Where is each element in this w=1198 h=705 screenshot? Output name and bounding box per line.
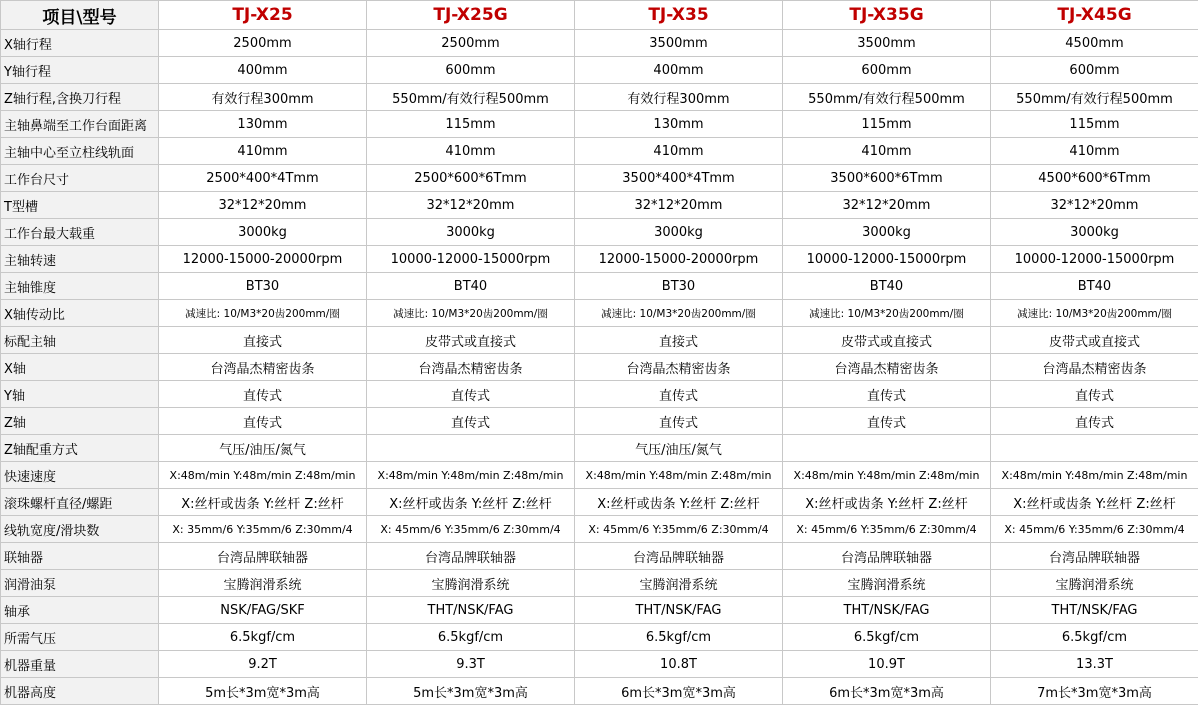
table-cell: 有效行程300mm: [159, 84, 367, 111]
table-cell: 3500*400*4Tmm: [575, 165, 783, 192]
table-cell: X:丝杆或齿条 Y:丝杆 Z:丝杆: [367, 489, 575, 516]
table-cell: 6.5kgf/cm: [367, 624, 575, 651]
table-cell: 32*12*20mm: [783, 192, 991, 219]
table-row: [1, 489, 1198, 516]
header-corner-cell: 项目\型号: [1, 1, 159, 30]
row-label: 机器重量: [1, 651, 159, 678]
table-cell: X:48m/min Y:48m/min Z:48m/min: [367, 462, 575, 489]
table-cell: 6.5kgf/cm: [575, 624, 783, 651]
table-cell: 400mm: [575, 57, 783, 84]
table-cell: 10.9T: [783, 651, 991, 678]
table-cell: 3000kg: [575, 219, 783, 246]
table-cell: 台湾品牌联轴器: [159, 543, 367, 570]
table-cell: 直传式: [575, 408, 783, 435]
table-cell: 32*12*20mm: [575, 192, 783, 219]
table-cell: 皮带式或直接式: [991, 327, 1198, 354]
table-cell: 减速比: 10/M3*20齿200mm/圈: [575, 300, 783, 327]
row-label: T型槽: [1, 192, 159, 219]
table-row: [1, 84, 1198, 111]
table-cell: BT40: [367, 273, 575, 300]
row-label: Z轴配重方式: [1, 435, 159, 462]
row-label: 轴承: [1, 597, 159, 624]
table-row: [1, 543, 1198, 570]
table-cell: 台湾品牌联轴器: [991, 543, 1198, 570]
table-cell: 2500*400*4Tmm: [159, 165, 367, 192]
table-cell: 12000-15000-20000rpm: [575, 246, 783, 273]
table-cell: X:48m/min Y:48m/min Z:48m/min: [991, 462, 1198, 489]
table-cell: 减速比: 10/M3*20齿200mm/圈: [159, 300, 367, 327]
table-cell: [783, 435, 991, 462]
table-cell: 2500*600*6Tmm: [367, 165, 575, 192]
table-cell: 600mm: [783, 57, 991, 84]
table-cell: 减速比: 10/M3*20齿200mm/圈: [783, 300, 991, 327]
table-cell: 直传式: [575, 381, 783, 408]
table-row: [1, 138, 1198, 165]
table-cell: 4500*600*6Tmm: [991, 165, 1198, 192]
table-cell: 台湾晶杰精密齿条: [159, 354, 367, 381]
row-label: 主轴鼻端至工作台面距离: [1, 111, 159, 138]
table-cell: 410mm: [367, 138, 575, 165]
table-row: [1, 678, 1198, 705]
row-label: 主轴转速: [1, 246, 159, 273]
table-cell: 115mm: [367, 111, 575, 138]
model-header-tj-x35g: TJ-X35G: [783, 1, 991, 30]
table-cell: 气压/油压/氮气: [159, 435, 367, 462]
table-cell: 气压/油压/氮气: [575, 435, 783, 462]
table-cell: 6m长*3m宽*3m高: [575, 678, 783, 705]
table-cell: THT/NSK/FAG: [575, 597, 783, 624]
table-cell: 宝腾润滑系统: [783, 570, 991, 597]
table-cell: 6.5kgf/cm: [159, 624, 367, 651]
row-label: X轴传动比: [1, 300, 159, 327]
table-cell: 6m长*3m宽*3m高: [783, 678, 991, 705]
table-cell: 10.8T: [575, 651, 783, 678]
row-label: 工作台最大载重: [1, 219, 159, 246]
table-cell: X:48m/min Y:48m/min Z:48m/min: [575, 462, 783, 489]
table-cell: 台湾晶杰精密齿条: [367, 354, 575, 381]
table-cell: 减速比: 10/M3*20齿200mm/圈: [367, 300, 575, 327]
table-cell: 3500mm: [575, 30, 783, 57]
table-cell: 直传式: [367, 381, 575, 408]
table-cell: BT30: [575, 273, 783, 300]
table-row: [1, 570, 1198, 597]
table-cell: X:丝杆或齿条 Y:丝杆 Z:丝杆: [991, 489, 1198, 516]
row-label: 联轴器: [1, 543, 159, 570]
row-label: Y轴行程: [1, 57, 159, 84]
table-cell: BT30: [159, 273, 367, 300]
table-cell: 3500mm: [783, 30, 991, 57]
row-label: 线轨宽度/滑块数: [1, 516, 159, 543]
table-cell: 宝腾润滑系统: [367, 570, 575, 597]
table-row: [1, 381, 1198, 408]
table-row: [1, 57, 1198, 84]
table-cell: 13.3T: [991, 651, 1198, 678]
table-cell: 直传式: [159, 408, 367, 435]
table-cell: [367, 435, 575, 462]
table-cell: 直传式: [159, 381, 367, 408]
table-cell: 皮带式或直接式: [367, 327, 575, 354]
row-label: X轴: [1, 354, 159, 381]
table-cell: X: 35mm/6 Y:35mm/6 Z:30mm/4: [159, 516, 367, 543]
row-label: 滚珠螺杆直径/螺距: [1, 489, 159, 516]
table-cell: 600mm: [367, 57, 575, 84]
row-label: 润滑油泵: [1, 570, 159, 597]
table-cell: 直传式: [783, 408, 991, 435]
table-row: [1, 273, 1198, 300]
table-row: [1, 300, 1198, 327]
table-cell: 直传式: [783, 381, 991, 408]
table-cell: THT/NSK/FAG: [783, 597, 991, 624]
table-row: [1, 219, 1198, 246]
table-row: [1, 597, 1198, 624]
model-header-tj-x35: TJ-X35: [575, 1, 783, 30]
table-cell: 5m长*3m宽*3m高: [367, 678, 575, 705]
table-cell: 宝腾润滑系统: [991, 570, 1198, 597]
row-label: 主轴锥度: [1, 273, 159, 300]
table-cell: 有效行程300mm: [575, 84, 783, 111]
model-header-tj-x25g: TJ-X25G: [367, 1, 575, 30]
table-cell: 4500mm: [991, 30, 1198, 57]
table-cell: 130mm: [575, 111, 783, 138]
table-cell: 3000kg: [367, 219, 575, 246]
table-cell: [991, 435, 1198, 462]
table-cell: 115mm: [991, 111, 1198, 138]
table-cell: X: 45mm/6 Y:35mm/6 Z:30mm/4: [575, 516, 783, 543]
table-cell: 6.5kgf/cm: [783, 624, 991, 651]
table-row: [1, 462, 1198, 489]
header-row: [1, 1, 1198, 30]
table-row: [1, 246, 1198, 273]
table-cell: 10000-12000-15000rpm: [991, 246, 1198, 273]
table-cell: 直传式: [367, 408, 575, 435]
table-cell: 400mm: [159, 57, 367, 84]
table-cell: 直传式: [991, 408, 1198, 435]
table-cell: BT40: [783, 273, 991, 300]
row-label: X轴行程: [1, 30, 159, 57]
row-label: 标配主轴: [1, 327, 159, 354]
table-cell: 410mm: [575, 138, 783, 165]
table-cell: 32*12*20mm: [991, 192, 1198, 219]
table-cell: 550mm/有效行程500mm: [991, 84, 1198, 111]
table-row: [1, 516, 1198, 543]
table-cell: 直接式: [575, 327, 783, 354]
table-cell: X: 45mm/6 Y:35mm/6 Z:30mm/4: [991, 516, 1198, 543]
table-cell: 6.5kgf/cm: [991, 624, 1198, 651]
table-row: [1, 354, 1198, 381]
table-cell: 550mm/有效行程500mm: [783, 84, 991, 111]
row-label: 工作台尺寸: [1, 165, 159, 192]
table-cell: X: 45mm/6 Y:35mm/6 Z:30mm/4: [783, 516, 991, 543]
table-cell: 台湾晶杰精密齿条: [783, 354, 991, 381]
spec-table-body: [1, 30, 1198, 705]
table-cell: 410mm: [159, 138, 367, 165]
table-row: [1, 651, 1198, 678]
table-cell: 7m长*3m宽*3m高: [991, 678, 1198, 705]
table-cell: 5m长*3m宽*3m高: [159, 678, 367, 705]
table-cell: 10000-12000-15000rpm: [367, 246, 575, 273]
table-cell: 3000kg: [991, 219, 1198, 246]
table-row: [1, 111, 1198, 138]
table-cell: 32*12*20mm: [159, 192, 367, 219]
table-cell: 台湾品牌联轴器: [783, 543, 991, 570]
table-cell: 3500*600*6Tmm: [783, 165, 991, 192]
table-cell: 600mm: [991, 57, 1198, 84]
table-cell: 3000kg: [159, 219, 367, 246]
table-row: [1, 435, 1198, 462]
table-cell: 减速比: 10/M3*20齿200mm/圈: [991, 300, 1198, 327]
table-cell: 410mm: [991, 138, 1198, 165]
row-label: 所需气压: [1, 624, 159, 651]
row-label: 主轴中心至立柱线轨面: [1, 138, 159, 165]
table-row: [1, 624, 1198, 651]
model-header-tj-x25: TJ-X25: [159, 1, 367, 30]
table-cell: 皮带式或直接式: [783, 327, 991, 354]
table-cell: 10000-12000-15000rpm: [783, 246, 991, 273]
table-row: [1, 30, 1198, 57]
table-cell: 9.3T: [367, 651, 575, 678]
table-cell: X:48m/min Y:48m/min Z:48m/min: [159, 462, 367, 489]
table-row: [1, 192, 1198, 219]
table-cell: THT/NSK/FAG: [991, 597, 1198, 624]
table-cell: 2500mm: [159, 30, 367, 57]
table-cell: 12000-15000-20000rpm: [159, 246, 367, 273]
table-cell: 9.2T: [159, 651, 367, 678]
table-cell: THT/NSK/FAG: [367, 597, 575, 624]
row-label: 快速速度: [1, 462, 159, 489]
table-cell: X:丝杆或齿条 Y:丝杆 Z:丝杆: [159, 489, 367, 516]
table-cell: 115mm: [783, 111, 991, 138]
row-label: 机器高度: [1, 678, 159, 705]
table-cell: NSK/FAG/SKF: [159, 597, 367, 624]
table-cell: X:丝杆或齿条 Y:丝杆 Z:丝杆: [783, 489, 991, 516]
table-row: [1, 408, 1198, 435]
table-cell: BT40: [991, 273, 1198, 300]
row-label: Z轴行程,含换刀行程: [1, 84, 159, 111]
table-cell: 2500mm: [367, 30, 575, 57]
table-cell: 台湾品牌联轴器: [575, 543, 783, 570]
table-cell: 550mm/有效行程500mm: [367, 84, 575, 111]
row-label: Y轴: [1, 381, 159, 408]
table-cell: X: 45mm/6 Y:35mm/6 Z:30mm/4: [367, 516, 575, 543]
table-cell: 直传式: [991, 381, 1198, 408]
table-cell: 130mm: [159, 111, 367, 138]
table-cell: 32*12*20mm: [367, 192, 575, 219]
table-cell: 台湾晶杰精密齿条: [575, 354, 783, 381]
table-cell: 宝腾润滑系统: [159, 570, 367, 597]
table-cell: 3000kg: [783, 219, 991, 246]
table-cell: X:丝杆或齿条 Y:丝杆 Z:丝杆: [575, 489, 783, 516]
row-label: Z轴: [1, 408, 159, 435]
table-cell: 410mm: [783, 138, 991, 165]
table-cell: 宝腾润滑系统: [575, 570, 783, 597]
table-cell: 台湾晶杰精密齿条: [991, 354, 1198, 381]
table-cell: X:48m/min Y:48m/min Z:48m/min: [783, 462, 991, 489]
table-cell: 台湾品牌联轴器: [367, 543, 575, 570]
model-header-tj-x45g: TJ-X45G: [991, 1, 1198, 30]
table-row: [1, 327, 1198, 354]
table-row: [1, 165, 1198, 192]
table-cell: 直接式: [159, 327, 367, 354]
